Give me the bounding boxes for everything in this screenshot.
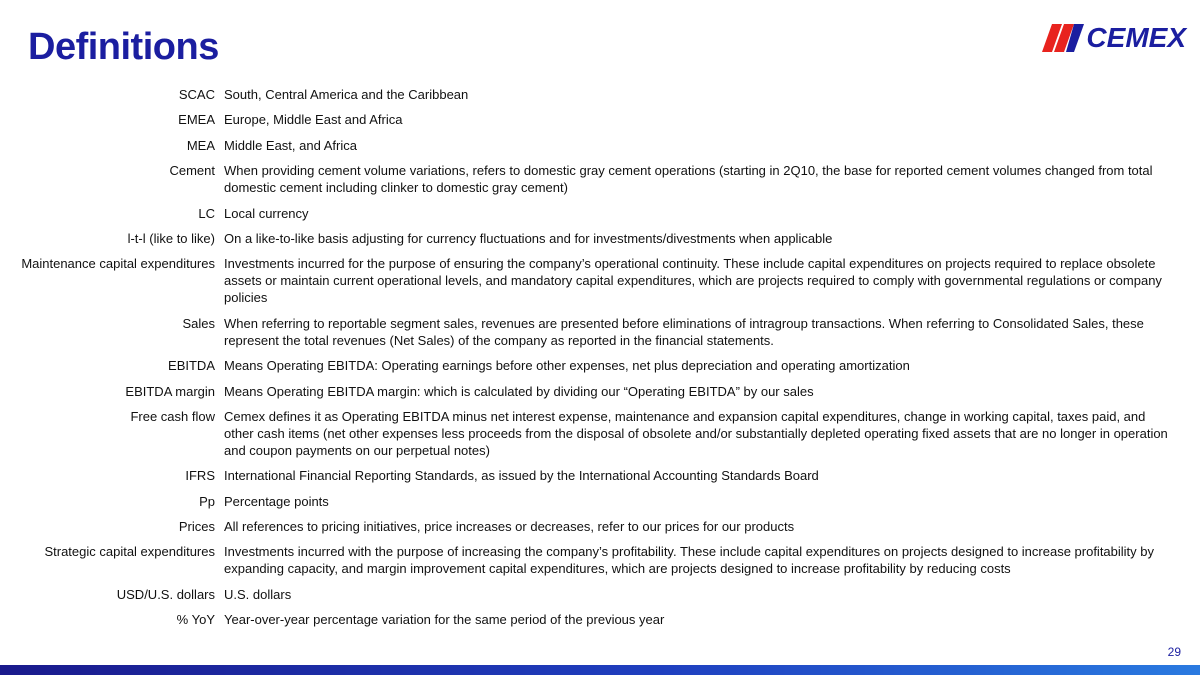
definition-row xyxy=(0,162,1200,196)
definition-row xyxy=(0,383,1200,400)
definition-description: Europe, Middle East and Africa xyxy=(224,112,403,128)
definition-term: l-t-l (like to like) xyxy=(127,230,215,246)
definition-description: On a like-to-like basis adjusting for currency fluctuations and for investments/divestments when applicable xyxy=(224,230,833,246)
definition-term: Prices xyxy=(178,519,215,535)
page-number: 29 xyxy=(1167,645,1181,659)
definition-term: Free cash flow xyxy=(130,408,215,424)
definition-term: Sales xyxy=(182,315,215,331)
definition-description: Cemex defines it as Operating EBITDA minus net interest expense, maintenance and expansion capital expenditures, change in working capital, taxes paid, and other cash items (net other expenses less proceeds from the disposal of obsolete and/or substantially depleted operating fixed assets that are no longer in operation and coupon payments on our perpetual notes) xyxy=(224,408,1168,458)
definition-term: LC xyxy=(198,205,215,221)
definition-row xyxy=(0,230,1200,247)
definition-description: When referring to reportable segment sales, revenues are presented before eliminations of intragroup transactions. When referring to Consolidated Sales, these represent the total revenues (Net Sales) of the company as reported in the financial statements. xyxy=(224,315,1144,348)
definition-row xyxy=(0,137,1200,154)
definition-description: Means Operating EBITDA margin: which is calculated by dividing our “Operating EBITDA” by our sales xyxy=(224,383,814,399)
definition-description: When providing cement volume variations, refers to domestic gray cement operations (starting in 2Q10, the base for reported cement volumes changed from total domestic cement including clinker to domestic gray cement) xyxy=(224,163,1153,196)
cemex-logo-mark-icon xyxy=(1042,24,1084,52)
definition-term: SCAC xyxy=(178,87,215,102)
definition-description: Percentage points xyxy=(224,493,329,509)
definition-description: Middle East, and Africa xyxy=(224,137,357,153)
definition-description: Local currency xyxy=(224,205,309,221)
definition-description: Investments incurred for the purpose of ensuring the company’s operational continuity. These include capital expenditures on projects required to replace obsolete assets or maintain current operational levels, and mandatory capital expenditures, which are projects required to comply with governmental regulations or company policies xyxy=(224,256,1162,306)
page-title: Definitions xyxy=(28,26,219,68)
definition-row xyxy=(0,586,1200,603)
definition-row xyxy=(0,408,1200,459)
definitions-list xyxy=(0,86,1200,637)
definition-row xyxy=(0,205,1200,222)
definition-description: Investments incurred with the purpose of increasing the company’s profitability. These include capital expenditures on projects designed to increase profitability by expanding capacity, and margin improvement capital expenditures, which are projects designed to increase profitability by reducing costs xyxy=(224,544,1155,577)
definition-description: South, Central America and the Caribbean xyxy=(224,87,469,102)
definition-row xyxy=(0,493,1200,510)
definition-row xyxy=(0,111,1200,128)
definition-row xyxy=(0,518,1200,535)
definition-term: EBITDA xyxy=(168,358,215,374)
definition-row xyxy=(0,611,1200,628)
definition-term: MEA xyxy=(186,137,215,153)
definition-row xyxy=(0,315,1200,349)
definition-term: Maintenance capital expenditures xyxy=(21,256,215,272)
definition-term: Strategic capital expenditures xyxy=(44,544,215,560)
footer-bar xyxy=(0,665,1200,675)
definition-term: Pp xyxy=(199,493,215,509)
definition-row xyxy=(0,467,1200,484)
definition-row xyxy=(0,255,1200,306)
definition-term: EBITDA margin xyxy=(125,383,215,399)
definition-term: IFRS xyxy=(185,468,215,484)
definition-term: Cement xyxy=(169,163,215,179)
definition-description: All references to pricing initiatives, price increases or decreases, refer to our prices for our products xyxy=(224,519,795,535)
cemex-logo xyxy=(1042,24,1186,52)
definition-row xyxy=(0,543,1200,577)
definition-row xyxy=(0,86,1200,103)
definition-term: USD/U.S. dollars xyxy=(116,586,215,602)
definition-description: Means Operating EBITDA: Operating earnings before other expenses, net plus depreciation and operating amortization xyxy=(224,358,910,374)
definition-term: EMEA xyxy=(178,112,215,128)
definition-description: U.S. dollars xyxy=(224,586,292,602)
definition-description: International Financial Reporting Standards, as issued by the International Accounting Standards Board xyxy=(224,468,819,484)
logo-text: CEMEX xyxy=(1086,22,1186,53)
definition-term: % YoY xyxy=(176,612,215,628)
definition-row xyxy=(0,357,1200,374)
definition-description: Year-over-year percentage variation for the same period of the previous year xyxy=(224,612,665,628)
